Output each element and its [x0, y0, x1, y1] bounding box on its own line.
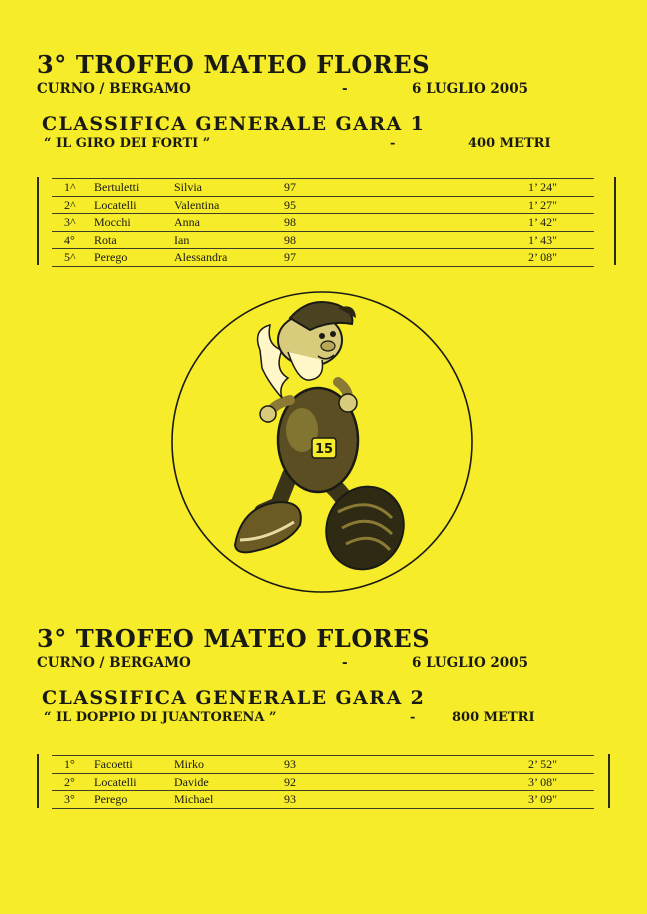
race-separator-1: -	[390, 136, 396, 151]
first-name: Alessandra	[174, 250, 228, 264]
table-row	[52, 197, 594, 215]
time: 1’ 43"	[528, 232, 558, 247]
ranking-heading-1: CLASSIFICA GENERALE GARA 1	[42, 113, 426, 135]
birth-year: 97	[284, 250, 296, 264]
race-name-1: “ IL GIRO DEI FORTI ”	[44, 136, 211, 151]
first-name: Silvia	[174, 180, 203, 194]
birth-year: 98	[284, 232, 296, 247]
position: 5^	[64, 250, 76, 264]
time: 3’ 09"	[528, 792, 558, 806]
table-border-left-1	[37, 177, 39, 265]
ranking-heading-2: CLASSIFICA GENERALE GARA 2	[42, 687, 426, 709]
table-border-right-2	[608, 754, 610, 808]
surname: Locatelli	[94, 197, 137, 212]
first-name: Ian	[174, 232, 190, 247]
table-row	[52, 232, 594, 250]
surname: Bertuletti	[94, 180, 140, 194]
table-border-right-1	[614, 177, 616, 265]
results-table-1	[52, 178, 594, 267]
bib-number: 15	[314, 442, 334, 457]
race-name-2: “ IL DOPPIO DI JUANTORENA ”	[44, 710, 277, 725]
table-row	[52, 774, 594, 792]
first-name: Anna	[174, 215, 200, 229]
trophy-title-1: 3° TROFEO MATEO FLORES	[37, 50, 431, 79]
birth-year: 92	[284, 774, 296, 789]
surname: Mocchi	[94, 215, 131, 229]
position: 4°	[64, 232, 75, 247]
time: 2’ 52"	[528, 757, 558, 771]
surname: Locatelli	[94, 774, 137, 789]
position: 1°	[64, 757, 75, 771]
separator-1: -	[342, 81, 348, 97]
results-table-2	[52, 755, 594, 809]
time: 1’ 27"	[528, 197, 558, 212]
mascot-emblem	[170, 290, 475, 600]
first-name: Davide	[174, 774, 209, 789]
table-border-left-2	[37, 754, 39, 808]
table-row	[52, 791, 594, 809]
table-row	[52, 756, 594, 774]
birth-year: 98	[284, 215, 296, 229]
table-row	[52, 179, 594, 197]
table-row	[52, 214, 594, 232]
time: 1’ 24"	[528, 180, 558, 194]
race-separator-2: -	[410, 710, 416, 725]
birth-year: 93	[284, 792, 296, 806]
birth-year: 97	[284, 180, 296, 194]
date-1: 6 LUGLIO 2005	[412, 81, 528, 97]
surname: Rota	[94, 232, 117, 247]
first-name: Valentina	[174, 197, 220, 212]
running-mascot-icon	[170, 290, 475, 595]
time: 2’ 08"	[528, 250, 558, 264]
location-1: CURNO / BERGAMO	[37, 81, 191, 97]
first-name: Michael	[174, 792, 214, 806]
position: 2^	[64, 197, 76, 212]
birth-year: 93	[284, 757, 296, 771]
position: 1^	[64, 180, 76, 194]
race-distance-1: 400 METRI	[468, 136, 551, 151]
position: 2°	[64, 774, 75, 789]
table-row	[52, 249, 594, 267]
location-2: CURNO / BERGAMO	[37, 655, 191, 671]
time: 1’ 42"	[528, 215, 558, 229]
race-distance-2: 800 METRI	[452, 710, 535, 725]
surname: Perego	[94, 250, 128, 264]
time: 3’ 08"	[528, 774, 558, 789]
surname: Perego	[94, 792, 128, 806]
position: 3^	[64, 215, 76, 229]
separator-2: -	[342, 655, 348, 671]
birth-year: 95	[284, 197, 296, 212]
trophy-title-2: 3° TROFEO MATEO FLORES	[37, 624, 431, 653]
surname: Facoetti	[94, 757, 133, 771]
first-name: Mirko	[174, 757, 204, 771]
date-2: 6 LUGLIO 2005	[412, 655, 528, 671]
position: 3°	[64, 792, 75, 806]
